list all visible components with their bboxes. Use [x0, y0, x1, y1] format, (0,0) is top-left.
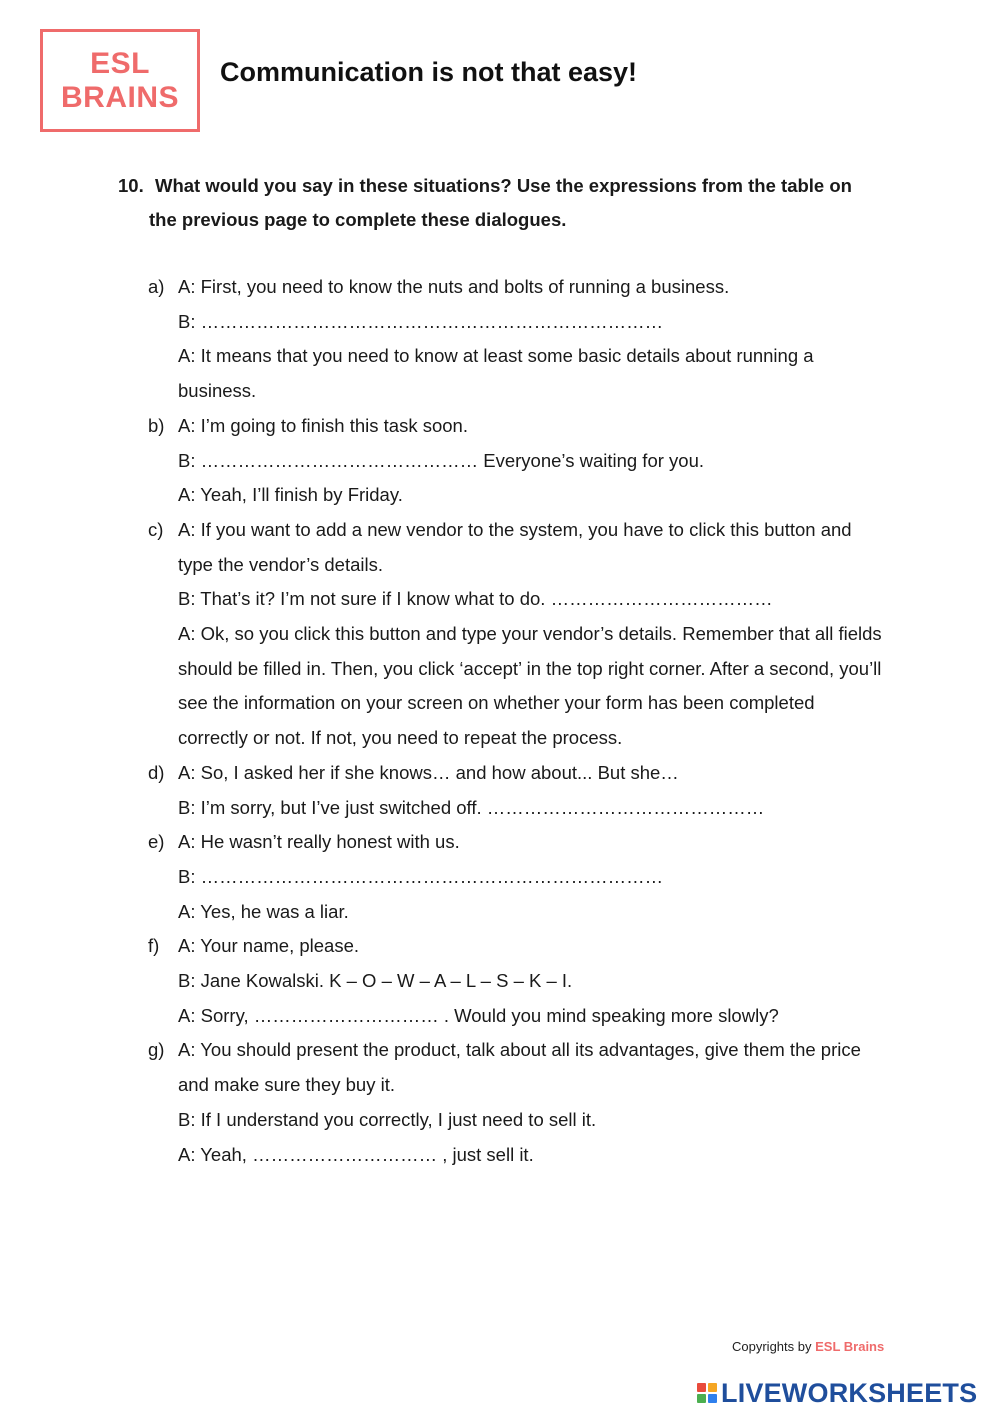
dialogue-item	[148, 825, 888, 929]
dialogue-line: A: Ok, so you click this button and type your vendor’s details. Remember that all fields should be filled in. Then, you click ‘accept’ in the top right corner. After a second, you’ll see the information on your screen on whether your form has been completed correctly or not. If not, you need to repeat the process.	[178, 623, 882, 749]
dialogue-line: A: Yes, he was a liar.	[178, 900, 349, 922]
dialogue-line: B: ……………………………………… Everyone’s waiting for you.	[178, 449, 705, 471]
dialogue-line: A: Yeah, I’ll finish by Friday.	[178, 484, 403, 506]
exercise-text: What would you say in these situations? Use the expressions from the table on the previous page to complete these dialogues.	[149, 175, 852, 230]
dialogue-list	[148, 270, 888, 1172]
copyright-notice	[732, 1339, 884, 1354]
dialogue-item	[148, 1033, 888, 1172]
logo-cell	[697, 1394, 706, 1403]
dialogue-item	[148, 270, 888, 409]
esl-brains-logo	[40, 29, 200, 132]
dialogue-item	[148, 929, 888, 1033]
dialogue-letter: c)	[148, 518, 164, 540]
exercise-instruction	[118, 169, 878, 237]
dialogue-line: A: Yeah, ………………………… , just sell it.	[178, 1143, 534, 1165]
dialogue-line: A: Sorry, ………………………… . Would you mind speaking more slowly?	[178, 1004, 779, 1026]
dialogue-item	[148, 409, 888, 513]
watermark-text: LIVEWORKSHEETS	[721, 1377, 978, 1408]
dialogue-line: A: He wasn’t really honest with us.	[178, 831, 460, 853]
dialogue-letter: d)	[148, 761, 165, 783]
dialogue-line: B: Jane Kowalski. K – O – W – A – L – S – K – I.	[178, 970, 573, 992]
copyright-prefix: Copyrights by	[732, 1339, 812, 1354]
liveworksheets-watermark	[697, 1378, 977, 1408]
dialogue-line: A: You should present the product, talk about all its advantages, give them the price and make sure they buy it.	[178, 1039, 861, 1096]
logo-cell	[708, 1394, 717, 1403]
logo-cell	[697, 1383, 706, 1392]
dialogue-letter: b)	[148, 414, 165, 436]
dialogue-line: A: First, you need to know the nuts and bolts of running a business.	[178, 276, 730, 297]
dialogue-line: A: So, I asked her if she knows… and how about... But she…	[178, 761, 679, 783]
dialogue-line: B: …………………………………………………………………	[178, 865, 664, 887]
liveworksheets-logo-icon	[697, 1383, 717, 1403]
dialogue-item	[148, 513, 888, 756]
dialogue-line: B: I’m sorry, but I’ve just switched off. ………………………………………	[178, 796, 765, 818]
dialogue-line: B: …………………………………………………………………	[178, 310, 664, 332]
logo-line-1: ESL	[90, 46, 150, 80]
dialogue-letter: g)	[148, 1039, 165, 1061]
page-title: Communication is not that easy!	[220, 57, 638, 87]
dialogue-line: B: That’s it? I’m not sure if I know what to do. ………………………………	[178, 588, 773, 610]
exercise-number: 10.	[118, 175, 144, 196]
dialogue-line: A: Your name, please.	[178, 935, 360, 957]
copyright-brand: ESL Brains	[815, 1339, 885, 1354]
logo-line-2: BRAINS	[60, 80, 179, 114]
dialogue-letter: e)	[148, 831, 165, 853]
dialogue-line: A: It means that you need to know at least some basic details about running a business.	[178, 345, 814, 402]
dialogue-letter: a)	[148, 276, 165, 297]
logo-cell	[708, 1383, 717, 1392]
dialogue-line: A: If you want to add a new vendor to the system, you have to click this button and type the vendor’s details.	[178, 518, 852, 575]
dialogue-line: A: I’m going to finish this task soon.	[178, 414, 468, 436]
dialogue-line: B: If I understand you correctly, I just need to sell it.	[178, 1108, 597, 1130]
dialogue-letter: f)	[148, 935, 160, 957]
dialogue-item	[148, 756, 888, 825]
